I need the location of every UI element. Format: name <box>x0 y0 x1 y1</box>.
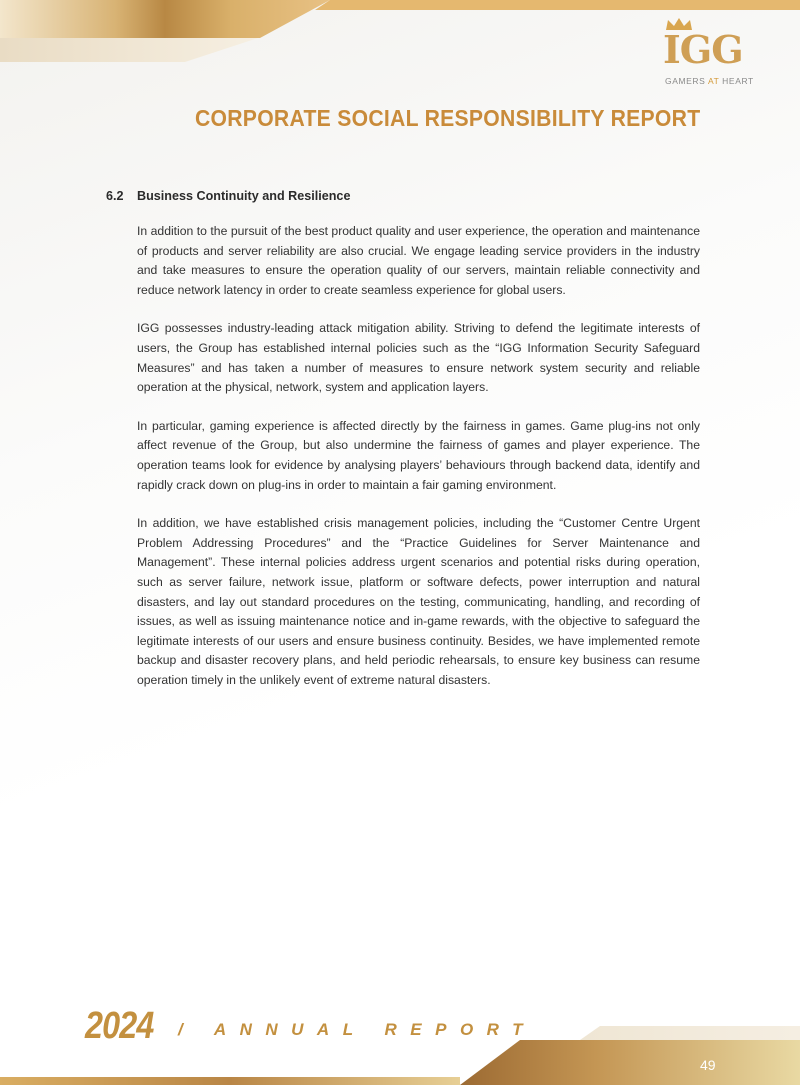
paragraph: IGG possesses industry-leading attack mitigation ability. Striving to defend the legitimate interests of users, the Group has established internal policies such as the “IGG Information Security Safeguard Measures” and has taken a number of measures to ensure network system security and reliable operation at the physical, network, system and application layers. <box>137 321 700 395</box>
bottom-gold-band <box>460 1040 800 1085</box>
bottom-thin-band <box>0 1077 460 1085</box>
top-thin-band <box>315 0 800 10</box>
footer-year: 2024 <box>85 1005 154 1047</box>
section-heading <box>106 189 700 203</box>
section-number: 6.2 <box>106 189 124 203</box>
top-gold-band <box>0 0 330 38</box>
section-title: Business Continuity and Resilience <box>137 189 351 203</box>
bottom-light-band <box>580 1026 800 1040</box>
top-fade-band <box>0 38 258 62</box>
paragraph: In addition, we have established crisis management policies, including the “Customer Centre Urgent Problem Addressing Procedures” and the “Practice Guidelines for Server Maintenance and Management”. These internal policies address urgent scenarios and potential risks during operation, such as server failure, network issue, platform or software defects, power interruption and natural disasters, and lay out standard procedures on the testing, communicating, handling, and recording of issues, as well as issuing maintenance notice and in-game rewards, with the objective to safeguard the legitimate interests of our users and ensure business continuity. Besides, we have implemented remote backup and disaster recovery plans, and held periodic rehearsals, to ensure key business can resume operation timely in the unlikely event of extreme natural disasters. <box>137 516 700 687</box>
section-business-continuity <box>106 189 700 709</box>
report-title: CORPORATE SOCIAL RESPONSIBILITY REPORT <box>194 105 700 131</box>
footer-report-label: / ANNUAL REPORT <box>178 1020 537 1039</box>
igg-logo: IGG <box>663 27 743 72</box>
page-number: 49 <box>700 1057 716 1073</box>
paragraph: In addition to the pursuit of the best product quality and user experience, the operation and maintenance of products and server reliability are also crucial. We engage leading service providers in the industry and take measures to ensure the operation quality of our servers, maintain reliable connectivity and reduce network latency in order to create seamless experience for global users. <box>137 224 700 297</box>
logo-tagline: GAMERS AT HEART <box>665 76 754 86</box>
paragraph: In particular, gaming experience is affected directly by the fairness in games. Game plug-ins not only affect revenue of the Group, but also undermine the fairness of games and player experience. The operation teams look for evidence by analysing players’ behaviours through backend data, identify and rapidly crack down on plug-ins in order to maintain a fair gaming environment. <box>137 418 700 492</box>
